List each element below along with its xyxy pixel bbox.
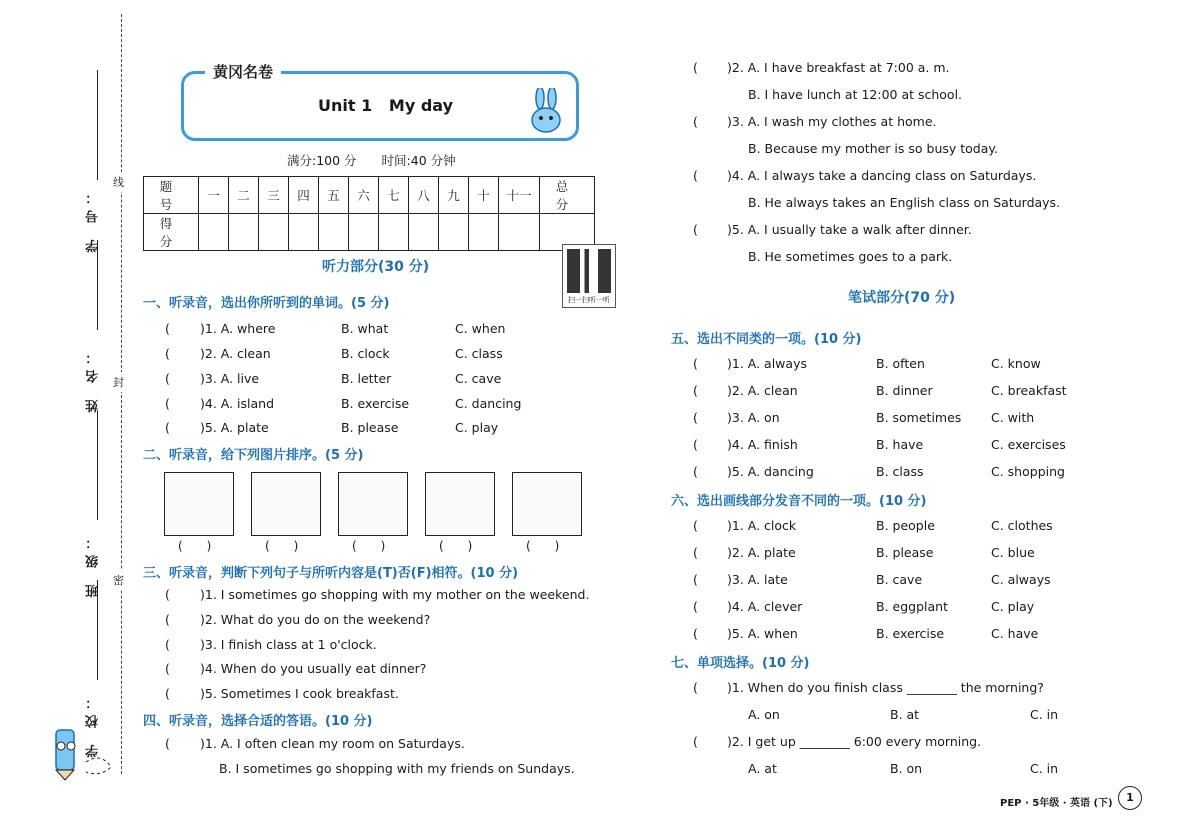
list-item: ( [693,572,698,587]
option-c: C. when [455,321,506,336]
list-item: ( [165,371,170,386]
option-b: B. He sometimes goes to a park. [748,249,953,264]
list-item: ( [165,396,170,411]
option-b: B. at [890,707,920,722]
list-item: ( [693,60,698,75]
question-1: )1. When do you finish class ________ the morning? [727,680,1044,695]
statement: )2. What do you do on the weekend? [200,612,431,627]
option-c: C. play [991,599,1035,614]
picture-desk-reading [164,472,234,536]
option-c: C. dancing [455,396,522,411]
option-b: B. please [876,545,934,560]
name-label: 姓 名： [86,345,101,413]
unit-title: Unit 1 My day [318,96,454,115]
list-item: ( [693,734,698,749]
school-label: 学 校： [86,690,101,758]
score-cell: 三 [259,177,289,214]
writing-part-title: 笔试部分(70 分) [848,290,956,306]
option-b: B. sometimes [876,410,962,425]
list-item: ( [165,637,170,652]
option-c: C. breakfast [991,383,1067,398]
picture-cooking [512,472,582,536]
option-b: B. Because my mother is so busy today. [748,141,998,156]
option-a: )1. A. always [727,356,807,371]
section-4-title: 四、听录音，选择合适的答语。(10 分) [143,714,373,729]
picture-shopping [338,472,408,536]
score-input-cell[interactable] [409,214,439,251]
listening-part-title: 听力部分(30 分) [322,259,430,275]
score-cell: 六 [349,177,379,214]
statement: )1. I sometimes go shopping with my mother on the weekend. [200,587,590,602]
list-item: ( [693,356,698,371]
option-a: )4. A. finish [727,437,798,452]
option-b: B. letter [341,371,392,386]
score-table-score-row [144,214,595,251]
option-a: )3. A. live [200,371,260,386]
option-a: )4. A. island [200,396,275,411]
score-input-cell[interactable] [319,214,349,251]
bind-mark-line: 线 [113,172,124,192]
list-item: ( [693,680,698,695]
list-item: ( [165,612,170,627]
score-cell: 题 号 [144,177,199,214]
bind-mark-secret: 密 [113,570,124,590]
score-row-label: 得 分 [144,214,199,251]
class-line [97,410,98,520]
option-a: )2. A. I have breakfast at 7:00 a. m. [727,60,950,75]
option-a: A. at [748,761,777,776]
section-6-title: 六、选出画线部分发音不同的一项。(10 分) [671,494,927,509]
list-item: ( [693,518,698,533]
qr-code[interactable] [562,244,616,308]
option-a: )5. A. dancing [727,464,814,479]
score-cell: 总 分 [540,177,595,214]
option-b: B. people [876,518,935,533]
option-c: C. play [455,420,499,435]
option-b: B. dinner [876,383,933,398]
score-cell: 一 [199,177,229,214]
option-b: B. cave [876,572,923,587]
class-label: 班 级： [86,530,101,598]
picture-exercise [251,472,321,536]
option-b: B. He always takes an English class on Saturdays. [748,195,1061,210]
list-item: ( [693,114,698,129]
qr-label: 扫一扫听一听 [568,296,610,304]
option-c: C. exercises [991,437,1066,452]
score-table-header-row [144,177,595,214]
option-b: B. please [341,420,399,435]
option-a: )4. A. I always take a dancing class on Saturdays. [727,168,1037,183]
option-c: C. with [991,410,1035,425]
list-item: ( [693,599,698,614]
list-item: ( [165,661,170,676]
option-a: )1. A. I often clean my room on Saturdays. [200,736,465,751]
list-item: ( [693,168,698,183]
option-a: A. on [748,707,780,722]
option-a: )2. A. clean [200,346,271,361]
question-2: )2. I get up ________ 6:00 every morning. [727,734,982,749]
option-c: C. class [455,346,503,361]
bind-mark-seal: 封 [113,372,124,392]
rabbit-mascot-icon [520,88,572,136]
option-b: B. on [890,761,923,776]
list-item: ( [165,736,170,751]
statement: )5. Sometimes I cook breakfast. [200,686,399,701]
option-b: B. I have lunch at 12:00 at school. [748,87,963,102]
list-item: ( [693,626,698,641]
name-line [97,240,98,330]
option-a: )5. A. when [727,626,798,641]
option-b: B. exercise [876,626,945,641]
list-item: ( [165,321,170,336]
option-a: )1. A. clock [727,518,797,533]
score-table [143,176,595,251]
statement: )4. When do you usually eat dinner? [200,661,427,676]
option-a: )3. A. I wash my clothes at home. [727,114,937,129]
score-cell: 八 [409,177,439,214]
score-input-cell[interactable] [469,214,499,251]
score-input-cell[interactable] [439,214,469,251]
option-c: C. always [991,572,1051,587]
binding-dash-line [121,14,122,774]
option-a: )2. A. clean [727,383,798,398]
picture-answer-paren[interactable]: ( ) [352,539,386,553]
option-b: B. have [876,437,924,452]
score-cell: 五 [319,177,349,214]
option-a: )1. A. where [200,321,276,336]
page-number: 1 [1118,786,1142,810]
option-c: C. in [1030,761,1059,776]
qr-code-icon [567,249,611,293]
score-info: 满分:100 分 时间:40 分钟 [287,153,456,168]
picture-answer-paren[interactable]: ( ) [178,539,212,553]
option-a: )4. A. clever [727,599,803,614]
score-input-cell[interactable] [229,214,259,251]
footer-label: PEP · 5年级 · 英语 (下) [1000,798,1113,809]
list-item: ( [165,420,170,435]
list-item: ( [165,346,170,361]
score-cell: 十一 [499,177,540,214]
picture-answer-paren[interactable]: ( ) [526,539,560,553]
section-5-title: 五、选出不同类的一项。(10 分) [671,332,862,347]
option-c: C. cave [455,371,502,386]
option-c: C. shopping [991,464,1065,479]
score-input-cell[interactable] [199,214,229,251]
list-item: ( [693,545,698,560]
option-a: )5. A. plate [200,420,269,435]
list-item: ( [165,686,170,701]
list-item: ( [693,222,698,237]
option-c: C. have [991,626,1039,641]
section-1-title: 一、听录音，选出你所听到的单词。(5 分) [143,296,390,311]
option-b: B. eggplant [876,599,948,614]
option-a: )3. A. on [727,410,780,425]
section-7-title: 七、单项选择。(10 分) [671,656,810,671]
picture-answer-paren[interactable]: ( ) [439,539,473,553]
score-input-cell[interactable] [289,214,319,251]
statement: )3. I finish class at 1 o'clock. [200,637,377,652]
picture-answer-paren[interactable]: ( ) [265,539,299,553]
list-item: ( [693,410,698,425]
score-cell: 十 [469,177,499,214]
pencil-mascot-icon [46,722,116,782]
option-c: C. in [1030,707,1059,722]
option-c: C. clothes [991,518,1053,533]
picture-clock-dinner [425,472,495,536]
list-item: ( [693,383,698,398]
student-id-label: 学 号： [86,185,101,253]
option-b: B. often [876,356,925,371]
score-cell: 四 [289,177,319,214]
section-3-title: 三、听录音，判断下列句子与所听内容是(T)否(F)相符。(10 分) [143,566,519,581]
option-b: B. I sometimes go shopping with my friends on Sundays. [219,761,575,776]
score-cell: 二 [229,177,259,214]
option-c: C. know [991,356,1041,371]
list-item: ( [165,587,170,602]
option-a: )2. A. plate [727,545,796,560]
option-b: B. exercise [341,396,410,411]
option-c: C. blue [991,545,1035,560]
score-input-cell[interactable] [499,214,540,251]
score-input-cell[interactable] [259,214,289,251]
brand-logo: 黄冈名卷 [205,61,281,82]
option-b: B. clock [341,346,390,361]
score-input-cell[interactable] [349,214,379,251]
score-cell: 九 [439,177,469,214]
option-b: B. what [341,321,389,336]
score-cell: 七 [379,177,409,214]
option-b: B. class [876,464,924,479]
option-a: )5. A. I usually take a walk after dinner. [727,222,972,237]
list-item: ( [693,464,698,479]
list-item: ( [693,437,698,452]
student-id-line [97,70,98,180]
score-input-cell[interactable] [379,214,409,251]
section-2-title: 二、听录音，给下列图片排序。(5 分) [143,448,364,463]
option-a: )3. A. late [727,572,788,587]
